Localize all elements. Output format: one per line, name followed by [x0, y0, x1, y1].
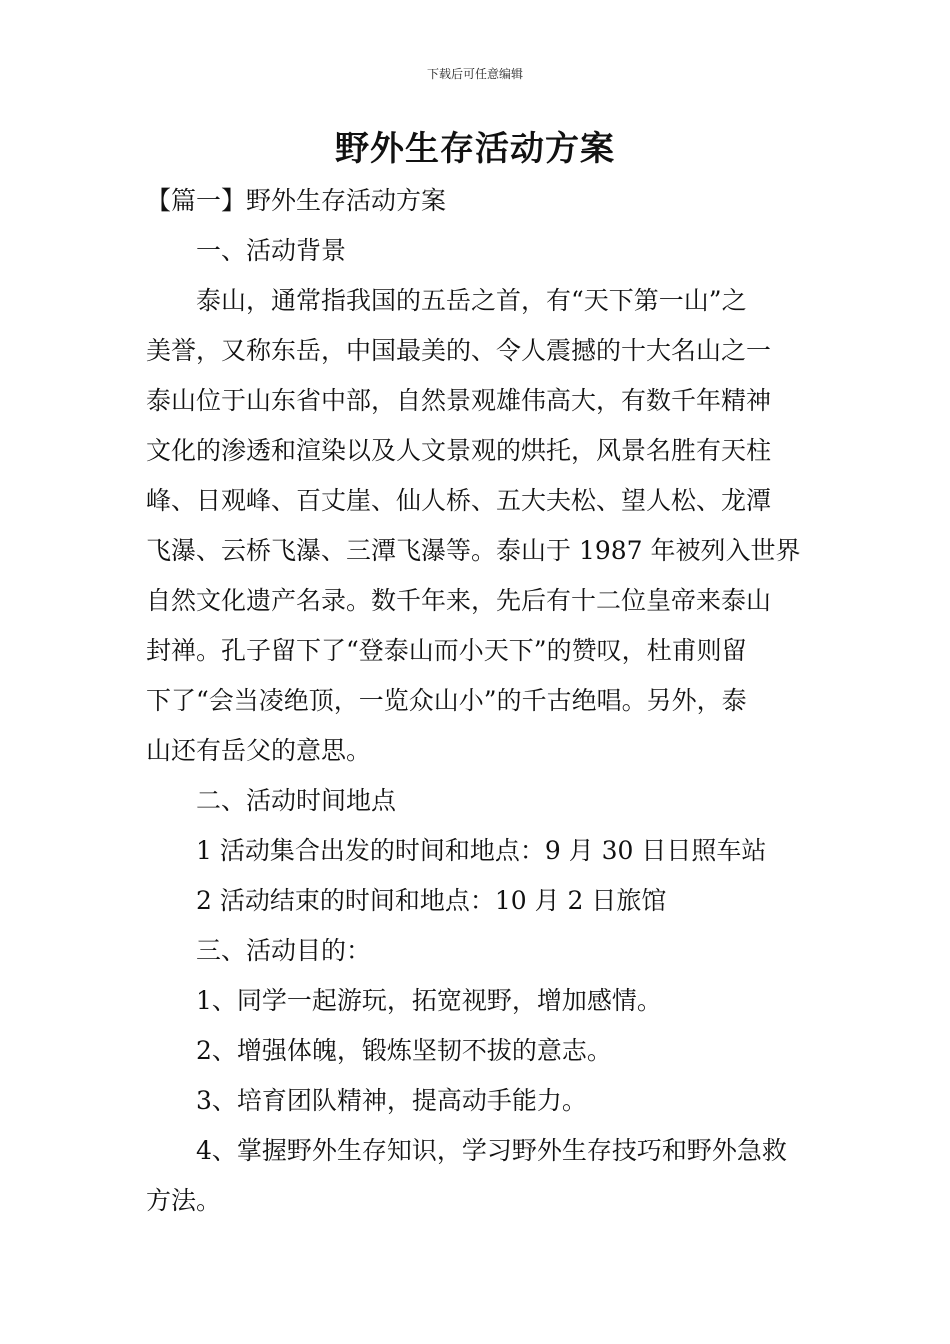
paragraph-line: 美誉，又称东岳，中国最美的、令人震撼的十大名山之一	[146, 336, 772, 365]
paragraph-line: 泰山位于山东省中部，自然景观雄伟高大，有数千年精神	[146, 386, 772, 415]
document-body	[146, 176, 806, 1226]
paragraph-line: 飞瀑、云桥飞瀑、三潭飞瀑等。泰山于 1987 年被列入世界	[146, 536, 801, 565]
section-1-heading: 一、活动背景	[196, 236, 347, 265]
list-item: 2 活动结束的时间和地点：10 月 2 日旅馆	[196, 886, 667, 915]
list-item: 1、同学一起游玩，拓宽视野，增加感情。	[196, 986, 662, 1015]
section-3-heading: 三、活动目的：	[196, 936, 372, 965]
paragraph-line: 自然文化遗产名录。数千年来，先后有十二位皇帝来泰山	[146, 586, 772, 615]
list-item: 3、培育团队精神，提高动手能力。	[196, 1086, 587, 1115]
section-2-heading: 二、活动时间地点	[196, 786, 397, 815]
paragraph-line: 泰山，通常指我国的五岳之首，有“天下第一山”之	[196, 286, 747, 315]
list-item-continuation: 方法。	[146, 1186, 222, 1215]
paragraph-line: 封禅。孔子留下了“登泰山而小天下”的赞叹，杜甫则留	[146, 636, 747, 665]
section-heading: 【篇一】野外生存活动方案	[146, 186, 447, 215]
list-item: 4、掌握野外生存知识，学习野外生存技巧和野外急救	[196, 1136, 787, 1165]
list-item: 1 活动集合出发的时间和地点：9 月 30 日日照车站	[196, 836, 767, 865]
paragraph-line: 峰、日观峰、百丈崖、仙人桥、五大夫松、望人松、龙潭	[146, 486, 772, 515]
paragraph-line: 下了“会当凌绝顶，一览众山小”的千古绝唱。另外，泰	[146, 686, 747, 715]
header-note: 下载后可任意编辑	[426, 67, 523, 81]
paragraph-line: 山还有岳父的意思。	[146, 736, 372, 765]
page-title: 野外生存活动方案	[335, 129, 615, 169]
paragraph-line: 文化的渗透和渲染以及人文景观的烘托，风景名胜有天柱	[146, 436, 772, 465]
list-item: 2、增强体魄，锻炼坚韧不拔的意志。	[196, 1036, 612, 1065]
